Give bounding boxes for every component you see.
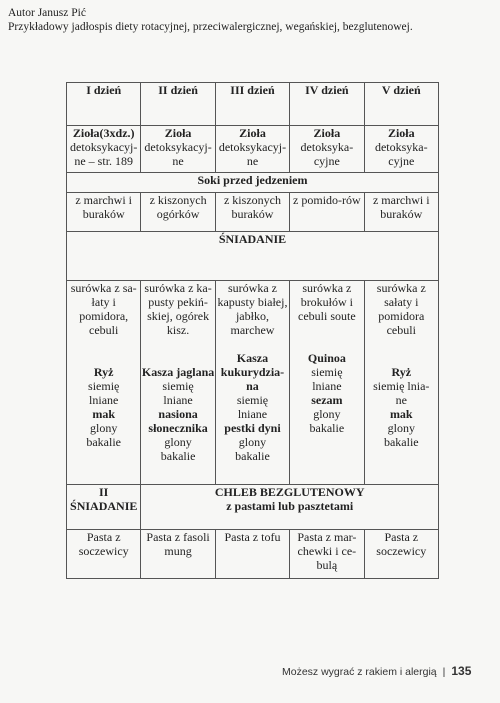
pasta-cell: Pasta z fasoli mung (141, 530, 215, 579)
day-header: V dzień (364, 83, 438, 126)
pasta-cell: Pasta z mar-chewki i ce-bulą (290, 530, 364, 579)
juice-cell: z marchwi i buraków (67, 193, 141, 232)
pasta-cell: Pasta z tofu (215, 530, 289, 579)
juice-cell: z marchwi i buraków (364, 193, 438, 232)
page-number: 135 (451, 664, 472, 678)
herb-cell: Zioła detoksykacyj-ne (141, 126, 215, 173)
second-breakfast-label: II ŚNIADANIE (67, 485, 141, 530)
page-header (8, 6, 413, 34)
meal-plan-table (66, 82, 439, 579)
juices-row (67, 193, 439, 232)
subtitle-line: Przykładowy jadłospis diety rotacyjnej, przeciwalergicznej, wegańskiej, bezglutenowej. (8, 21, 413, 33)
meal-cell: surówka z ka-pusty pekiń-skiej, ogórek kisz. Kasza jaglana siemię lniane nasiona słonecznika glony bakalie (141, 281, 215, 485)
days-row (67, 83, 439, 126)
juice-cell: z kiszonych ogórków (141, 193, 215, 232)
herb-cell: Zioła detoksyka-cyjne (364, 126, 438, 173)
herb-cell: Zioła(3xdz.) detoksykacyj-ne – str. 189 (67, 126, 141, 173)
bread-cell (141, 485, 439, 530)
juice-cell: z pomido-rów (290, 193, 364, 232)
day-header: III dzień (215, 83, 289, 126)
day-header: I dzień (67, 83, 141, 126)
meal-cell: surówka z sa-łaty i pomidora, cebuli Ryż siemię lniane mak glony bakalie (67, 281, 141, 485)
meal-cell: surówka z kapusty białej, jabłko, marchew Kasza kukurydzia-na siemię lniane pestki dyni glony bakalie (215, 281, 289, 485)
bread-title: CHLEB BEZGLUTENOWY (214, 485, 365, 499)
footer-separator: | (442, 666, 446, 678)
meal-cell: surówka z brokułów i cebuli soute Quinoa siemię lniane sezam glony bakalie (290, 281, 364, 485)
second-breakfast-row (67, 485, 439, 530)
day-header: IV dzień (290, 83, 364, 126)
herb-cell: Zioła detoksykacyj-ne (215, 126, 289, 173)
juice-title-row (67, 173, 439, 193)
author-line: Autor Janusz Pić (8, 7, 86, 19)
breakfast-title: ŚNIADANIE (67, 232, 439, 281)
bread-subtitle: z pastami lub pasztetami (226, 499, 354, 513)
juice-title: Soki przed jedzeniem (67, 173, 439, 193)
breakfast-row (67, 281, 439, 485)
pasta-row (67, 530, 439, 579)
footer-text: Możesz wygrać z rakiem i alergią (282, 666, 437, 678)
herb-cell: Zioła detoksyka-cyjne (290, 126, 364, 173)
herbs-row (67, 126, 439, 173)
juice-cell: z kiszonych buraków (215, 193, 289, 232)
breakfast-title-row (67, 232, 439, 281)
day-header: II dzień (141, 83, 215, 126)
page-footer (282, 664, 471, 678)
pasta-cell: Pasta z soczewicy (67, 530, 141, 579)
pasta-cell: Pasta z soczewicy (364, 530, 438, 579)
meal-cell: surówka z sałaty i pomidora cebuli Ryż siemię lnia- ne mak glony bakalie (364, 281, 438, 485)
